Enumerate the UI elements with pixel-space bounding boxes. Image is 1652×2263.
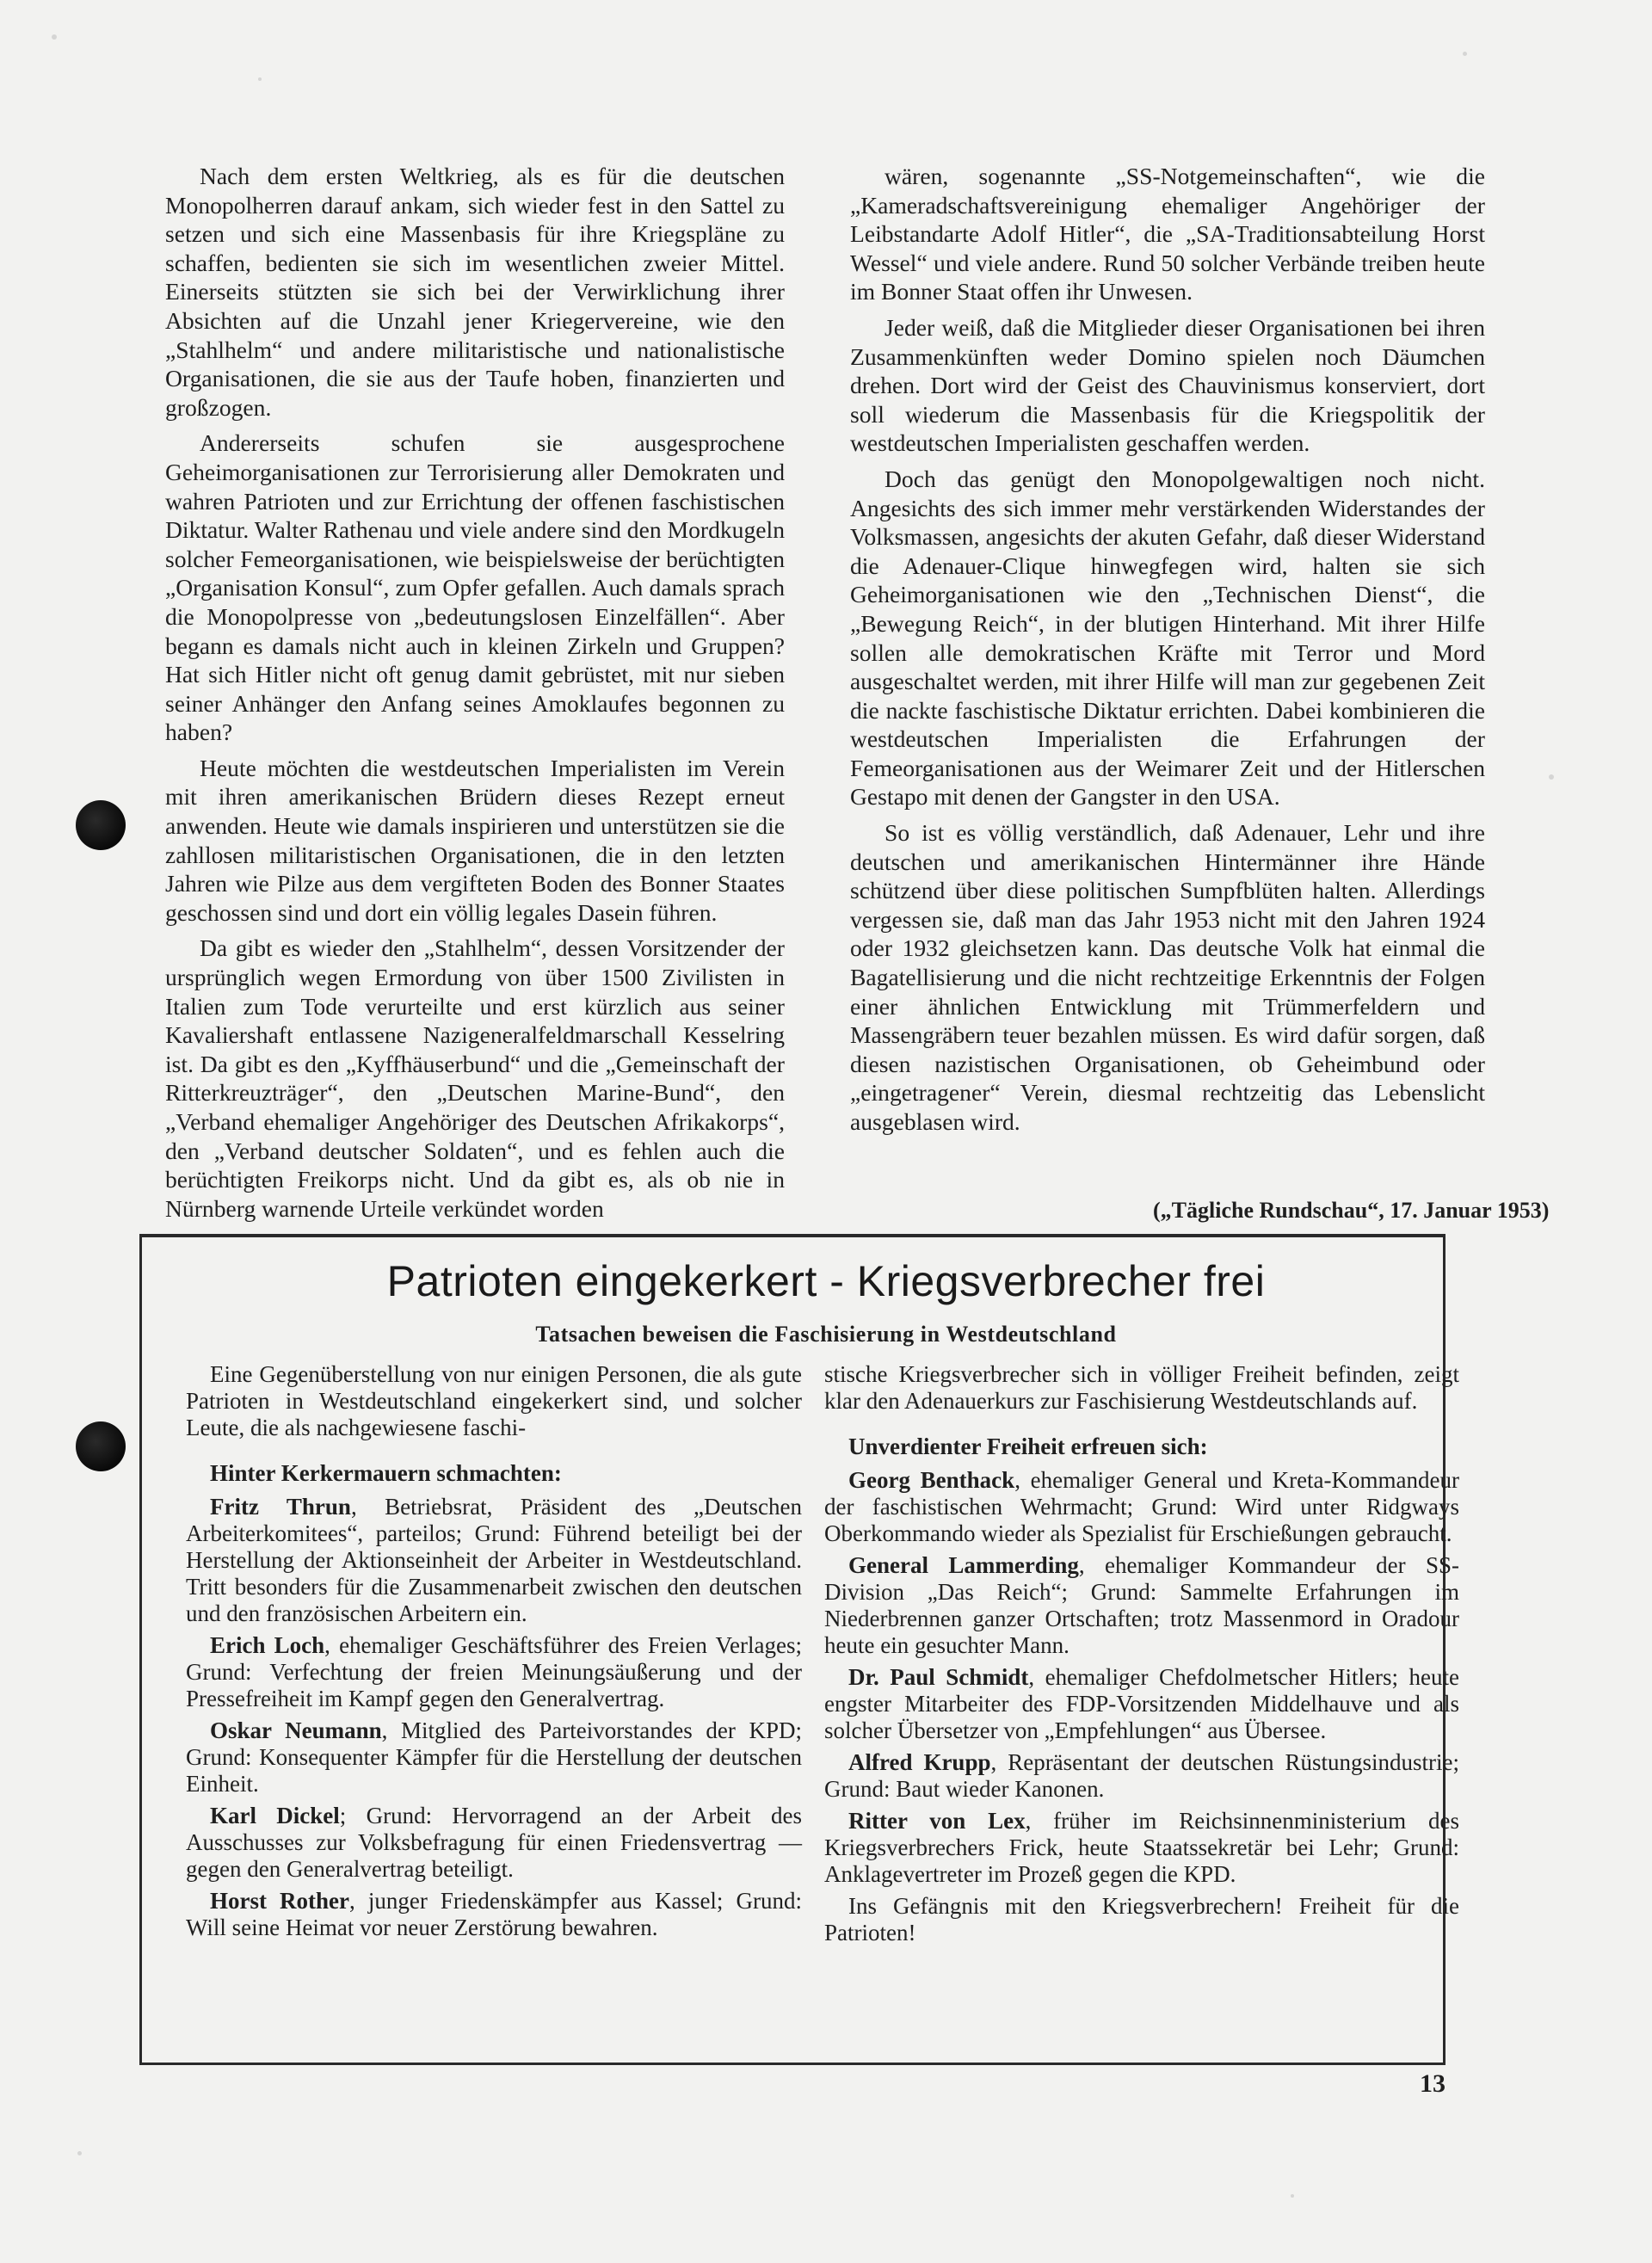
- person-name: Oskar Neumann: [210, 1717, 382, 1743]
- box-left-list: [186, 1494, 802, 1941]
- person-entry: [186, 1494, 802, 1627]
- person-entry: [824, 1552, 1459, 1659]
- person-name: Ritter von Lex: [848, 1808, 1026, 1834]
- person-description: ; Grund: Hervorragend an der Arbeit des Ausschusses zur Volksbefragung für einen Friedensvertrag — gegen den Generalvertrag beteiligt.: [186, 1803, 802, 1882]
- person-entry: [824, 1808, 1459, 1888]
- paper-speck: [77, 2151, 82, 2155]
- article-paragraph: wären, sogenannte „SS-Notgemeinschaften“, wie die „Kameradschaftsvereinigung ehemaliger Angehöriger der Leibstandarte Adolf Hitler“, die „SA-Traditionsabteilung Horst Wessel“ und viele andere. Rund 50 solcher Verbände treiben heute im Bonner Staat offen ihr Unwesen.: [850, 163, 1485, 305]
- article-paragraph: Nach dem ersten Weltkrieg, als es für die deutschen Monopolherren darauf ankam, sich wieder fest in den Sattel zu setzen und sich eine Massenbasis für ihre Kriegspläne zu schaffen, bedienten sie sich im wesentlichen zweier Mittel. Einerseits stützten sie sich bei der Verwirklichung ihrer Absichten auf die Unzahl jener Kriegervereine, wie den „Stahlhelm“ und andere militaristische und nationalistische Organisationen, die sie aus der Taufe hoben, finanzierten und großzogen.: [165, 163, 785, 421]
- person-entry: [186, 1717, 802, 1797]
- box-right-column: [824, 1361, 1459, 1952]
- article-paragraph: Heute möchten die westdeutschen Imperialisten im Verein mit ihren amerikanischen Brüdern dieses Rezept erneut anwenden. Heute wie damals inspirieren und unterstützen sie die zahllosen militaristischen Organisationen, die in den letzten Jahren wie Pilze aus dem vergifteten Boden des Bonner Staates geschossen sind und dort ein völlig legales Dasein führen.: [165, 754, 785, 926]
- paper-speck: [1549, 774, 1554, 780]
- punch-hole: [76, 800, 126, 850]
- box-right-list: [824, 1467, 1459, 1888]
- person-entry: [186, 1632, 802, 1712]
- person-entry: [186, 1803, 802, 1883]
- person-name: Erich Loch: [210, 1632, 325, 1658]
- person-description: , ehemaliger General und Kreta-Kommandeur der faschistischen Wehrmacht; Grund: Wird unter Ridgways Oberkommando wieder als Spezialist für Erschießungen gebraucht.: [824, 1467, 1459, 1546]
- person-description: , früher im Reichsinnenministerium des Kriegsverbrechers Frick, heute Staatssekretär bei Lehr; Grund: Anklagevertreter im Prozeß gegen die KPD.: [824, 1808, 1459, 1887]
- person-description: , ehemaliger Chefdolmetscher Hitlers; heute engster Mitarbeiter des FDP-Vorsitzenden Middelhauve und als solcher Übersetzer von „Empfehlungen“ aus Übersee.: [824, 1664, 1459, 1743]
- article-left-column: [165, 162, 785, 1230]
- person-description: , ehemaliger Geschäftsführer des Freien Verlages; Grund: Verfechtung der freien Meinungsäußerung und der Pressefreiheit im Kampf gegen den Generalvertrag.: [186, 1632, 802, 1711]
- person-name: Georg Benthack: [848, 1467, 1015, 1493]
- person-name: Fritz Thrun: [210, 1494, 351, 1520]
- article-source: („Tägliche Rundschau“, 17. Januar 1953): [1153, 1198, 1550, 1223]
- box-closing: Ins Gefängnis mit den Kriegsverbrechern! Freiheit für die Patrioten!: [824, 1893, 1459, 1945]
- article-paragraph: Jeder weiß, daß die Mitglieder dieser Organisationen bei ihren Zusammenkünften weder Domino spielen noch Däumchen drehen. Dort wird der Geist des Chauvinismus konserviert, dort soll wiederum die Massenbasis für die Kriegspolitik der westdeutschen Imperialisten geschaffen werden.: [850, 313, 1485, 457]
- box-title: Patrioten eingekerkert - Kriegsverbrecher frei: [386, 1257, 1266, 1305]
- person-name: Dr. Paul Schmidt: [848, 1664, 1029, 1690]
- box-right-heading: Unverdienter Freiheit erfreuen sich:: [848, 1434, 1208, 1459]
- person-description: , Betriebsrat, Präsident des „Deutschen Arbeiterkomitees“, parteilos; Grund: Führend beteiligt bei der Herstellung der Aktionseinheit der Arbeiter in Westdeutschland. Tritt besonders für die Zusammenarbeit zwischen den deutschen und den französischen Arbeitern ein.: [186, 1494, 802, 1626]
- paper-speck: [1291, 2194, 1294, 2198]
- person-name: Karl Dickel: [210, 1803, 340, 1828]
- article-right-column: [850, 162, 1485, 1144]
- person-name: Alfred Krupp: [848, 1749, 991, 1775]
- box-intro-right: stische Kriegsverbrecher sich in völliger Freiheit befinden, zeigt klar den Adenauerkurs zur Faschisierung Westdeutschlands auf.: [824, 1361, 1459, 1414]
- punch-hole: [76, 1421, 126, 1471]
- person-name: Horst Rother: [210, 1888, 350, 1914]
- person-entry: [824, 1749, 1459, 1803]
- paper-speck: [52, 34, 57, 40]
- box-intro-left: Eine Gegenüberstellung von nur einigen Personen, die als gute Patrioten in Westdeutschland eingekerkert sind, und solcher Leute, die als nachgewiesene faschi-: [186, 1361, 802, 1440]
- article-paragraph: Doch das genügt den Monopolgewaltigen noch nicht. Angesichts des sich immer mehr verstärkenden Widerstandes der Volksmassen, angesichts der akuten Gefahr, daß dieser Widerstand die Adenauer-Clique hinwegfegen wird, halten sie sich Geheimorganisationen wie den „Technischen Dienst“, die „Bewegung Reich“, in der blutigen Hinterhand. Mit ihrer Hilfe sollen alle demokratischen Kräfte mit Terror und Mord ausgeschaltet werden, mit ihrer Hilfe will man zur gegebenen Zeit die nackte faschistische Diktatur errichten. Dabei kombinieren die westdeutschen Imperialisten die Erfahrungen der Femeorganisationen aus der Weimarer Zeit und der Hitlerschen Gestapo mit denen der Gangster in den USA.: [850, 465, 1485, 811]
- person-description: , junger Friedenskämpfer aus Kassel; Grund: Will seine Heimat vor neuer Zerstörung bewahren.: [186, 1888, 802, 1940]
- paper-speck: [258, 77, 262, 81]
- box-left-column: [186, 1361, 802, 1946]
- person-entry: [824, 1467, 1459, 1547]
- box-subtitle: Tatsachen beweisen die Faschisierung in Westdeutschland: [535, 1322, 1117, 1347]
- person-name: General Lammerding: [848, 1552, 1079, 1578]
- article-paragraph: Da gibt es wieder den „Stahlhelm“, dessen Vorsitzender der ursprünglich wegen Ermordung von über 1500 Zivilisten in Italien zum Tode verurteilte und erst kürzlich aus seiner Kavaliershaft entlassene Nazigeneralfeldmarschall Kesselring ist. Da gibt es den „Kyffhäuserbund“ und die „Gemeinschaft der Ritterkreuzträger“, den „Deutschen Marine-Bund“, den „Verband ehemaliger Angehöriger des Deutschen Afrikakorps“, den „Verband deutscher Soldaten“, und es fehlen auch die berüchtigten Freikorps nicht. Und da gibt es, als ob nie in Nürnberg warnende Urteile verkündet worden: [165, 934, 785, 1222]
- article-paragraph: Andererseits schufen sie ausgesprochene Geheimorganisationen zur Terrorisierung aller Demokraten und wahren Patrioten und zur Errichtung der offenen faschistischen Diktatur. Walter Rathenau und viele andere sind den Mordkugeln solcher Femeorganisationen, wie beispielsweise der berüchtigten „Organisation Konsul“, zum Opfer gefallen. Auch damals sprach die Monopolpresse von „bedeutungslosen Einzelfällen“. Aber begann es damals nicht auch in kleinen Zirkeln und Gruppen? Hat sich Hitler nicht oft genug damit gebrüstet, mit nur sieben seiner Anhänger den Anfang seines Amoklaufes begonnen zu haben?: [165, 429, 785, 746]
- paper-speck: [1463, 52, 1467, 56]
- person-description: , Mitglied des Parteivorstandes der KPD; Grund: Konsequenter Kämpfer für die Herstellung der deutschen Einheit.: [186, 1717, 802, 1797]
- page-number: 13: [1420, 2069, 1446, 2098]
- person-description: , ehemaliger Kommandeur der SS-Division „Das Reich“; Grund: Sammelte Erfahrungen im Niederbrennen ganzer Ortschaften; trotz Massenmord in Oradour heute ein gesuchter Mann.: [824, 1552, 1459, 1658]
- person-description: , Repräsentant der deutschen Rüstungsindustrie; Grund: Baut wieder Kanonen.: [824, 1749, 1459, 1802]
- person-entry: [824, 1664, 1459, 1744]
- box-left-heading: Hinter Kerkermauern schmachten:: [210, 1460, 562, 1486]
- article-paragraph: So ist es völlig verständlich, daß Adenauer, Lehr und ihre deutschen und amerikanischen Hintermänner ihre Hände schützend über diese politischen Sumpfblüten halten. Allerdings vergessen sie, daß man das Jahr 1953 nicht mit den Jahren 1924 oder 1932 gleichsetzen kann. Das deutsche Volk hat einmal die Bagatellisierung und die nicht rechtzeitige Erkenntnis der Folgen einer ähnlichen Entwicklung mit Trümmerfeldern und Massengräbern teuer bezahlen müssen. Es wird dafür sorgen, daß diesen nazistischen Organisationen, ob Geheimbund oder „eingetragener“ Verein, diesmal rechtzeitig das Lebenslicht ausgeblasen wird.: [850, 819, 1485, 1135]
- person-entry: [186, 1888, 802, 1941]
